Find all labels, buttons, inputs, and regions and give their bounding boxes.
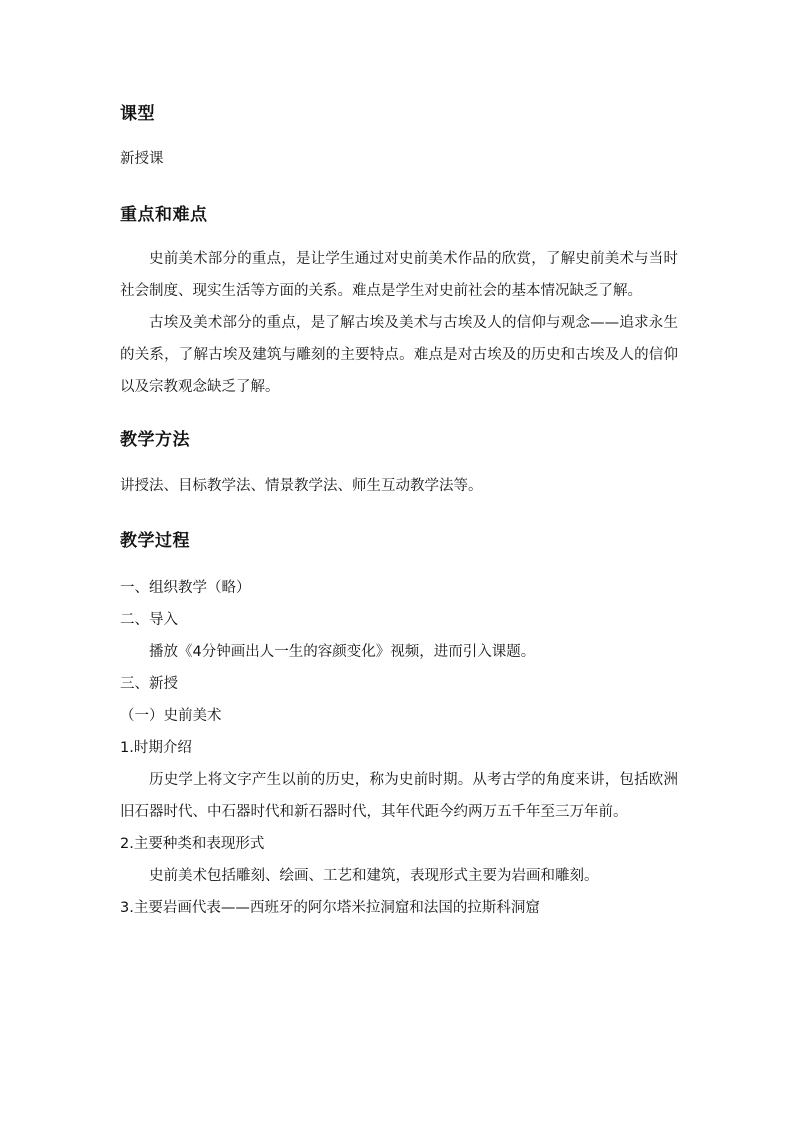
heading-lesson-type: 课型 [120, 104, 155, 124]
process-point-2: 2.主要种类和表现形式 [120, 836, 265, 852]
process-item-2: 二、导入 [120, 612, 178, 628]
process-body [120, 572, 678, 924]
process-point-2-text: 史前美术包括雕刻、绘画、工艺和建筑，表现形式主要为岩画和雕刻。 [149, 868, 599, 884]
lesson-type-text: 新授课 [120, 151, 164, 167]
heading-methods: 教学方法 [120, 430, 190, 450]
process-point-1-text: 历史学上将文字产生以前的历史，称为史前时期。从考古学的角度来讲，包括欧洲旧石器时代、中石器时代和新石器时代，其年代距今约两万五千年至三万年前。 [120, 772, 678, 820]
key-point-paragraph-1: 史前美术部分的重点，是让学生通过对史前美术作品的欣赏，了解史前美术与当时社会制度、现实生活等方面的关系。难点是学生对史前社会的基本情况缺乏了解。 [120, 251, 678, 299]
key-points-body [120, 243, 678, 403]
methods-text: 讲授法、目标教学法、情景教学法、师生互动教学法等。 [120, 478, 483, 494]
process-item-2-text: 播放《4分钟画出人一生的容颜变化》视频，进而引入课题。 [149, 644, 536, 660]
process-item-1: 一、组织教学（略） [120, 580, 251, 596]
process-sub-1: （一）史前美术 [120, 708, 222, 724]
document-content [120, 100, 678, 924]
heading-process: 教学过程 [120, 531, 190, 551]
process-point-3: 3.主要岩画代表——西班牙的阿尔塔米拉洞窟和法国的拉斯科洞窟 [120, 900, 540, 916]
process-point-1: 1.时期介绍 [120, 740, 192, 756]
process-item-3: 三、新授 [120, 676, 178, 692]
key-point-paragraph-2: 古埃及美术部分的重点，是了解古埃及美术与古埃及人的信仰与观念——追求永生的关系，了解古埃及建筑与雕刻的主要特点。难点是对古埃及的历史和古埃及人的信仰以及宗教观念缺乏了解。 [120, 315, 678, 395]
heading-key-points: 重点和难点 [120, 205, 208, 225]
